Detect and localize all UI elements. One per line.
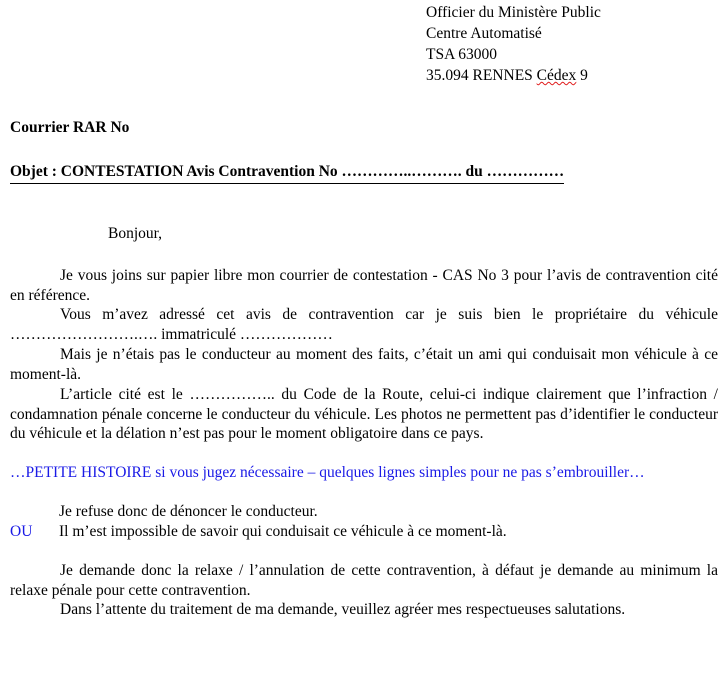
paragraph-petite-histoire-note: …PETITE HISTOIRE si vous jugez nécessaire – quelques lignes simples pour ne pas s’embrouiller… — [10, 464, 645, 482]
address-line-tsa: TSA 63000 — [426, 46, 498, 64]
address-line-centre: Centre Automatisé — [426, 25, 542, 43]
line-alternative-ou — [10, 522, 718, 542]
address-city-prefix: 35.094 RENNES — [426, 67, 537, 85]
spacer-before-closing — [10, 542, 718, 561]
line-refus-denoncer: Je refuse donc de dénoncer le conducteur. — [59, 503, 318, 521]
paragraph-salutations: Dans l’attente du traitement de ma demande, veuillez agréer mes respectueuses salutations. — [60, 601, 626, 619]
paragraph-pas-conducteur: Mais je n’étais pas le conducteur au moment des faits, c’était un ami qui conduisait mon véhicule à ce moment-là. — [10, 346, 718, 383]
address-city-suffix: 9 — [576, 67, 588, 85]
paragraph-contestation: Je vous joins sur papier libre mon courrier de contestation - CAS No 3 pour l’avis de contravention cité en référence. — [10, 266, 718, 304]
ou-alternative-text: Il m’est impossible de savoir qui conduisait ce véhicule à ce moment-là. — [59, 522, 507, 540]
heading-objet: Objet : CONTESTATION Avis Contravention No …………..………. du …………… — [10, 162, 564, 184]
paragraph-demande-relaxe: Je demande donc la relaxe / l’annulation de cette contravention, à défaut je demande au minimum la relaxe pénale pour cette contravention. — [10, 561, 718, 599]
spacer-before-note — [10, 444, 718, 463]
letter-body — [10, 224, 718, 620]
paragraph-proprietaire: Vous m’avez adressé cet avis de contravention car je suis bien le propriétaire du véhicule …………………….…. immatriculé ……………… — [10, 306, 718, 344]
heading-courrier-rar: Courrier RAR No — [10, 119, 130, 136]
ou-label: OU — [10, 522, 33, 540]
address-block — [426, 2, 716, 86]
address-line-city — [426, 65, 716, 86]
greeting-line: Bonjour, — [108, 225, 163, 242]
address-line-officier: Officier du Ministère Public — [426, 4, 601, 21]
address-city-misspelled-word: Cédex — [536, 67, 577, 85]
paragraph-article-code-route: L’article cité est le …………….. du Code de la Route, celui-ci indique clairement que l’infraction / condamnation pénale concerne le conducteur du véhicule. Les photos ne permettent pas d’identifier le conducteur du véhicule et la délation n’est pas pour le moment obligatoire dans ce pays. — [10, 385, 718, 443]
spacer-after-note — [10, 483, 718, 502]
